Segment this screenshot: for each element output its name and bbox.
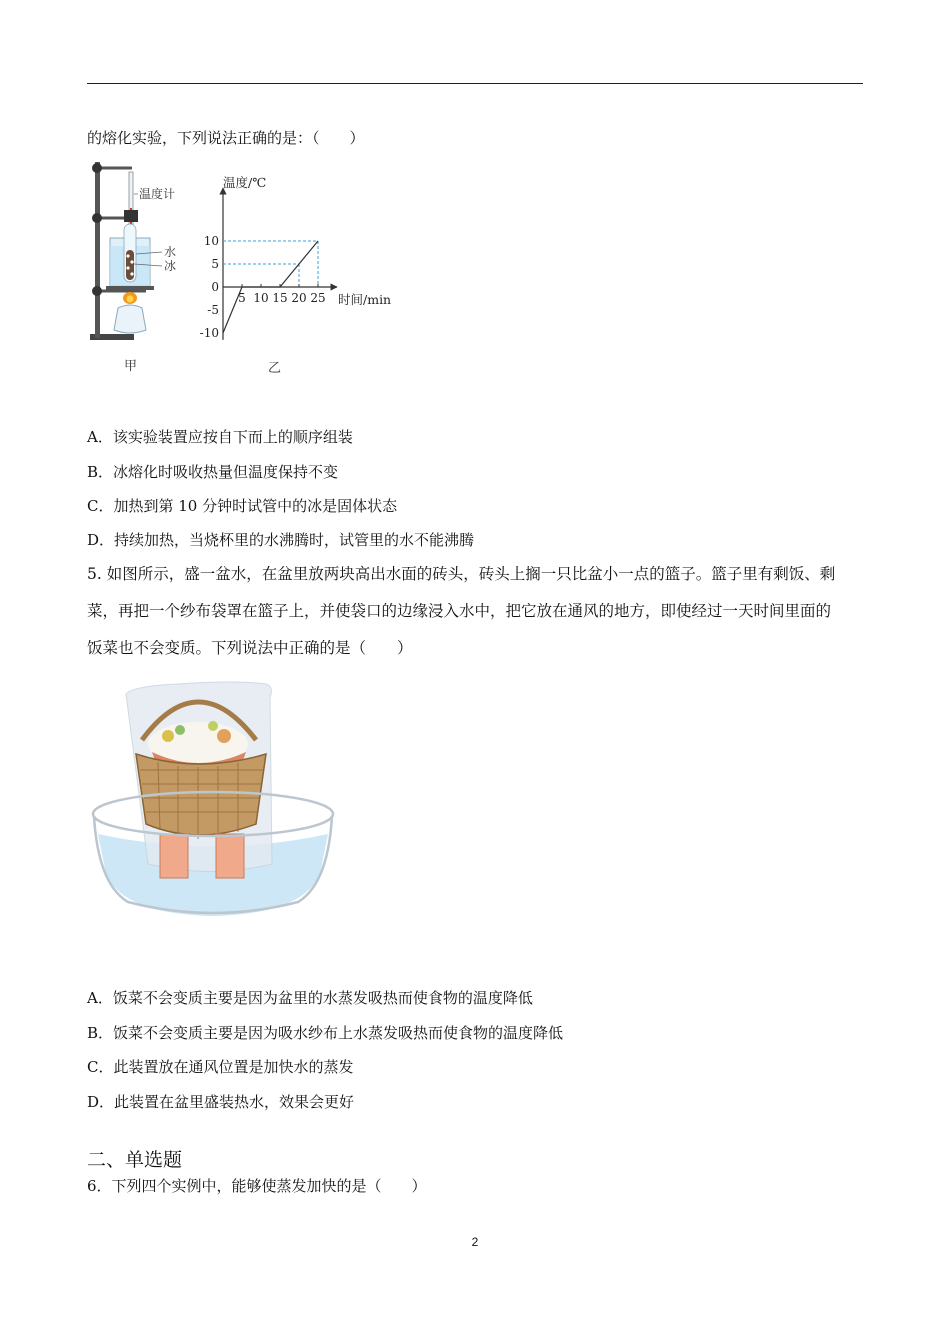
ice xyxy=(126,250,134,280)
q5-stem xyxy=(87,556,865,667)
header-rule xyxy=(87,83,863,84)
chart-x-tick: 20 xyxy=(291,291,307,305)
apparatus-figure xyxy=(84,158,194,380)
q5-option-c: C．此装置放在通风位置是加快水的蒸发 xyxy=(87,1058,354,1076)
brick-right xyxy=(216,834,244,878)
q4-stem-tail: 的熔化实验，下列说法正确的是：（ ） xyxy=(87,129,365,147)
chart-xlabel: 时间/min xyxy=(338,292,392,307)
q6-stem: 6．下列四个实例中，能够使蒸发加快的是（ ） xyxy=(87,1177,427,1195)
section-title: 二、单选题 xyxy=(87,1149,183,1171)
q4-option-b: B．冰熔化时吸收热量但温度保持不变 xyxy=(87,463,339,481)
chart-y-tick: 0 xyxy=(211,280,219,294)
caption-jia: 甲 xyxy=(124,359,138,374)
chart-y-tick: 10 xyxy=(203,234,219,248)
q5-option-a: A．饭菜不会变质主要是因为盆里的水蒸发吸热而使食物的温度降低 xyxy=(87,989,533,1007)
chart-ylabel: 温度/℃ xyxy=(223,175,267,190)
brick-left xyxy=(160,834,188,878)
chart-y-tick: 5 xyxy=(211,257,219,271)
q5-stem-line-3: 饭菜也不会变质。下列说法中正确的是（ ） xyxy=(87,639,413,657)
q5-stem-line-2: 菜，再把一个纱布袋罩在篮子上，并使袋口的边缘浸入水中，把它放在通风的地方，即使经过一天时间里面的 xyxy=(87,602,832,620)
temperature-time-chart xyxy=(186,168,416,378)
page-number: 2 xyxy=(471,1235,479,1249)
q4-option-d: D．持续加热，当烧杯里的水沸腾时，试管里的水不能沸腾 xyxy=(87,531,475,549)
q5-option-b: B．饭菜不会变质主要是因为吸水纱布上水蒸发吸热而使食物的温度降低 xyxy=(87,1024,564,1042)
q5-option-d: D．此装置在盆里盛装热水，效果会更好 xyxy=(87,1093,355,1111)
stand-rod xyxy=(95,162,100,338)
label-water: 水 xyxy=(164,245,177,259)
alcohol-lamp xyxy=(114,305,146,333)
q4-option-a: A．该实验装置应按自下而上的顺序组装 xyxy=(87,428,353,446)
basket-basin-figure xyxy=(88,674,338,924)
chart-x-tick: 5 xyxy=(238,291,246,305)
chart-y-tick: -5 xyxy=(207,303,219,317)
q5-stem-line-1: 5. 如图所示，盛一盆水，在盆里放两块高出水面的砖头，砖头上搁一只比盆小一点的篮子。篮子里有剩饭、剩 xyxy=(87,565,836,583)
chart-y-tick: -10 xyxy=(199,326,219,340)
q4-option-c: C．加热到第 10 分钟时试管中的冰是固体状态 xyxy=(87,497,398,515)
label-ice: 冰 xyxy=(164,259,177,273)
chart-x-tick: 15 xyxy=(272,291,288,305)
chart-x-tick: 10 xyxy=(253,291,269,305)
label-thermometer: 温度计 xyxy=(139,187,176,201)
chart-x-tick: 25 xyxy=(310,291,326,305)
caption-yi: 乙 xyxy=(268,361,282,376)
